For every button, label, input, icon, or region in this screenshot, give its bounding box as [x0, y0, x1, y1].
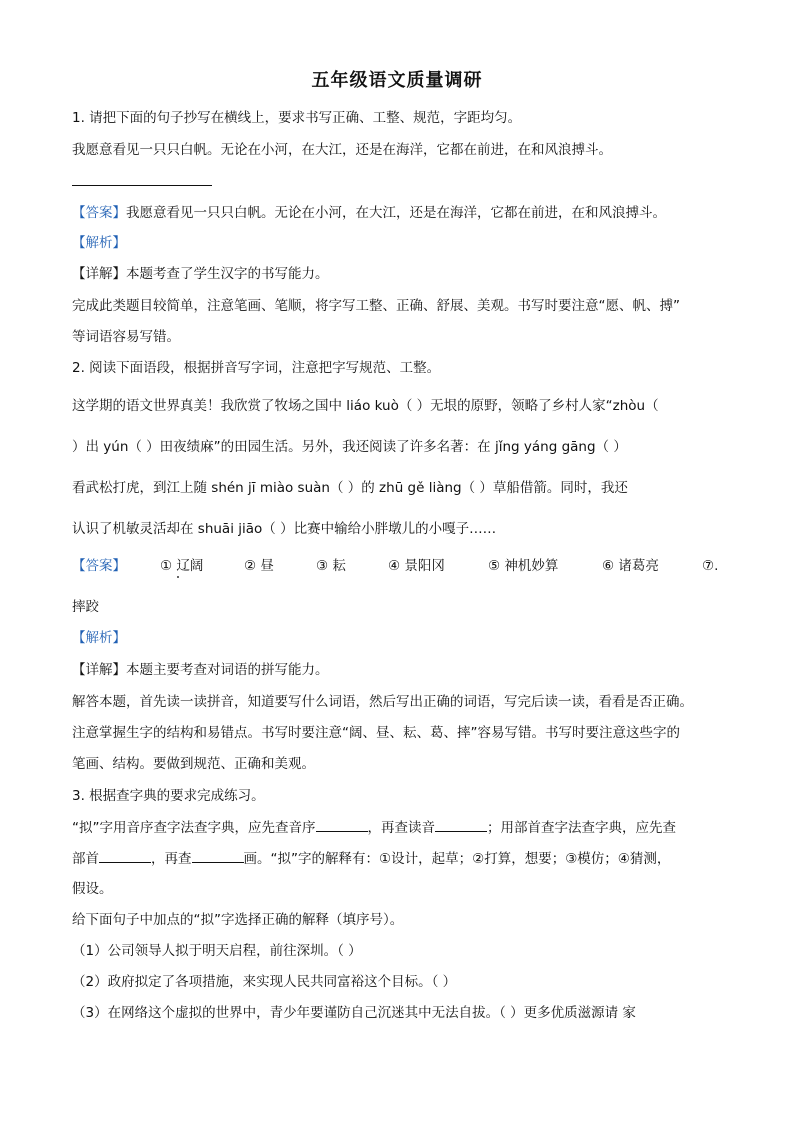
q3-instruction: 给下面句子中加点的“拟”字选择正确的解释（填序号）。: [72, 912, 404, 928]
q1-answer-tag: 【答案】: [72, 205, 126, 221]
q2-answer-item: ④ 景阳冈: [388, 558, 445, 574]
q3-line-2-text-b: ，再查: [151, 851, 192, 867]
q1-detail: [72, 264, 329, 284]
q2-explain-3: 笔画、结构。要做到规范、正确和美观。: [72, 756, 315, 772]
stray-dot: [177, 576, 179, 578]
q1-detail-text: 本题考查了学生汉字的书写能力。: [126, 266, 329, 282]
q2-answer-item: ② 昼: [244, 558, 274, 574]
q3-line-2: [72, 848, 670, 869]
q2-answer-last: 摔跤: [72, 599, 99, 615]
page-title: 五年级语文质量调研: [311, 70, 483, 91]
q1-answer-text: 我愿意看见一只只白帆。无论在小河，在大江，还是在海洋，它都在前进，在和风浪搏斗。: [126, 205, 666, 221]
q3-line-2-text-c: 画。“拟”字的解释有：①设计，起草；②打算，想要；③模仿；④猜测，: [243, 851, 671, 867]
q2-prompt: 2. 阅读下面语段，根据拼音写字词，注意把字写规范、工整。: [72, 360, 441, 376]
q2-explain-2: 注意掌握生字的结构和易错点。书写时要注意“阔、昼、耘、葛、摔”容易写错。书写时要注意这些字的: [72, 725, 680, 741]
q1-sentence: 我愿意看见一只只白帆。无论在小河，在大江，还是在海洋，它都在前进，在和风浪搏斗。: [72, 142, 612, 158]
q2-detail-text: 本题主要考查对词语的拼写能力。: [126, 662, 329, 678]
q1-analysis-tag: 【解析】: [72, 235, 126, 251]
q2-para-3: 看武松打虎，到江上随 shén jī miào suàn（ ）的 zhū gě liàng（ ）草船借箭。同时，我还: [72, 480, 628, 496]
q1-detail-tag: 【详解】: [72, 266, 126, 282]
fill-blank[interactable]: [99, 848, 151, 863]
q3-line-1-text-b: ，再查读音: [367, 820, 435, 836]
q3-sentence-3: （3）在网络这个虚拟的世界中，青少年要谨防自己沉迷其中无法自拔。（ ）更多优质滋源请 家: [72, 1005, 636, 1021]
q3-line-3: 假设。: [72, 881, 113, 897]
q2-para-4: 认识了机敏灵活却在 shuāi jiāo（ ）比赛中输给小胖墩儿的小嘎子……: [72, 521, 497, 537]
q2-answer-item: ⑥ 诸葛亮: [602, 558, 659, 574]
q2-answer-tag: 【答案】: [72, 558, 126, 574]
q2-answer-item: ③ 耘: [316, 558, 346, 574]
q1-prompt: 1. 请把下面的句子抄写在横线上，要求书写正确、工整、规范，字距均匀。: [72, 110, 522, 126]
q3-line-1: [72, 817, 676, 838]
q2-answer-item: ⑤ 神机妙算: [488, 558, 559, 574]
q2-para-1: 这学期的语文世界真美！我欣赏了牧场之国中 liáo kuò（ ）无垠的原野，领略了乡村人家“zhòu（: [72, 398, 659, 414]
q3-line-1-text-c: ；用部首查字法查字典，应先查: [487, 820, 676, 836]
q3-sentence-2: （2）政府拟定了各项措施，来实现人民共同富裕这个目标。（ ）: [72, 974, 457, 990]
q1-explain-1: 完成此类题目较简单，注意笔画、笔顺，将字写工整、正确、舒展、美观。书写时要注意“愿、帆、搏”: [72, 298, 680, 314]
q2-analysis-tag: 【解析】: [72, 630, 126, 646]
fill-blank[interactable]: [435, 817, 487, 832]
q2-detail-tag: 【详解】: [72, 662, 126, 678]
q1-explain-2: 等词语容易写错。: [72, 329, 180, 345]
q3-line-1-text-a: “拟”字用音序查字法查字典，应先查音序: [72, 820, 316, 836]
q2-answer-row: [72, 556, 732, 576]
q3-sentence-1: （1）公司领导人拟于明天启程，前往深圳。（ ）: [72, 943, 362, 959]
q2-detail: [72, 660, 329, 680]
q2-explain-1: 解答本题，首先读一读拼音，知道要写什么词语，然后写出正确的词语，写完后读一读，看看是否正确。: [72, 694, 693, 710]
q2-para-2: ）出 yún（ ）田夜绩麻”的田园生活。另外，我还阅读了许多名著：在 jǐng yáng gāng（ ）: [72, 439, 627, 455]
q3-prompt: 3. 根据查字典的要求完成练习。: [72, 788, 265, 804]
q1-answer: [72, 203, 666, 223]
q3-line-2-text-a: 部首: [72, 851, 99, 867]
q1-writing-line: [72, 185, 212, 186]
fill-blank[interactable]: [316, 817, 368, 832]
fill-blank[interactable]: [192, 848, 244, 863]
q2-answer-item: ⑦.: [702, 558, 719, 574]
q2-answer-item: ① 辽阔: [160, 558, 204, 574]
